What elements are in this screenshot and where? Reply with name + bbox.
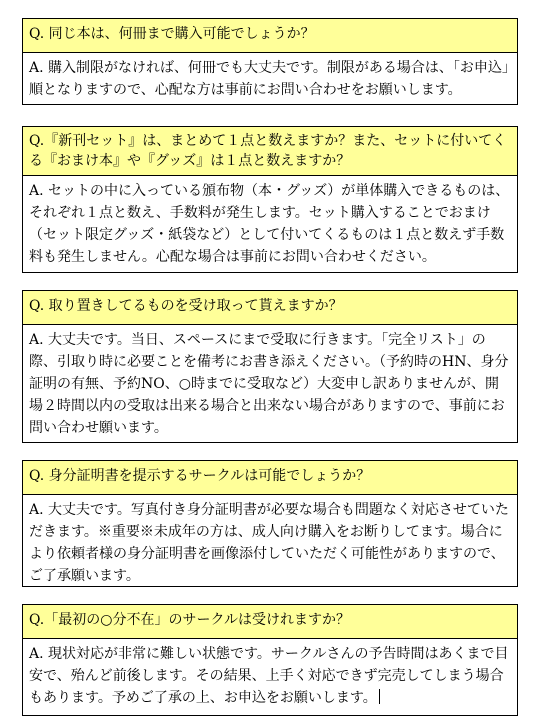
faq-question: Q. 取り置きしてるものを受け取って貰えますか？ [23, 291, 517, 325]
faq-answer: A. 大丈夫です。写真付き身分証明書が必要な場合も問題なく対応させていただきます。※重要※未成年の方は、成人向け購入をお断りしてます。場合により依頼者様の身分証明書を画像添付していただく可能性がありますので、ご了承願います。 [29, 502, 509, 584]
faq-question: Q.『新刊セット』は、まとめて１点と数えますか？また、セットに付いてくる『おまけ本』や『グッズ』は１点と数えますか？ [23, 127, 517, 176]
faq-question: Q. 身分証明書を提示するサークルは可能でしょうか？ [23, 461, 517, 495]
faq-question: Q. 同じ本は、何冊まで購入可能でしょうか？ [23, 19, 517, 53]
faq-question: Q.「最初の○分不在」のサークルは受けれますか？ [23, 605, 517, 639]
faq-item-1 [22, 18, 518, 105]
faq-answer: A. セットの中に入っている頒布物（本・グッズ）が単体購入できるものは、それぞれ１点と数え、手数料が発生します。セット購入することでおまけ（セット限定グッズ・紙袋など）として付いてくるものは１点と数えず手数料も発生しません。心配な場合は事前にお問い合わせください。 [29, 183, 510, 265]
faq-answer: A. 大丈夫です。当日、スペースにまで受取に行きます。「完全リスト」の際、引取り時に必要ことを備考にお書き添えください。（予約時のHN、身分証明の有無、予約NO、○時までに受取など）大変申し訳ありませんが、開場２時間以内の受取は出来る場合と出来ない場合がありますので、事前にお問い合わせ願います。 [29, 332, 509, 436]
faq-item-2 [22, 126, 518, 273]
text-cursor [379, 689, 380, 704]
faq-answer: A. 現状対応が非常に難しい状態です。サークルさんの予告時間はあくまで目安で、殆んど前後します。その結果、上手く対応できず完売してしまう場合もあります。予めご了承の上、お申込をお願いします。 [29, 646, 509, 706]
faq-answer-container[interactable] [23, 639, 517, 712]
faq-item-5 [22, 604, 518, 716]
faq-item-3 [22, 290, 518, 443]
faq-item-4 [22, 460, 518, 587]
faq-answer: A. 購入制限がなければ、何冊でも大丈夫です。制限がある場合は、「お申込」順となりますので、心配な方は事前にお問い合わせをお願いします。 [29, 60, 509, 98]
